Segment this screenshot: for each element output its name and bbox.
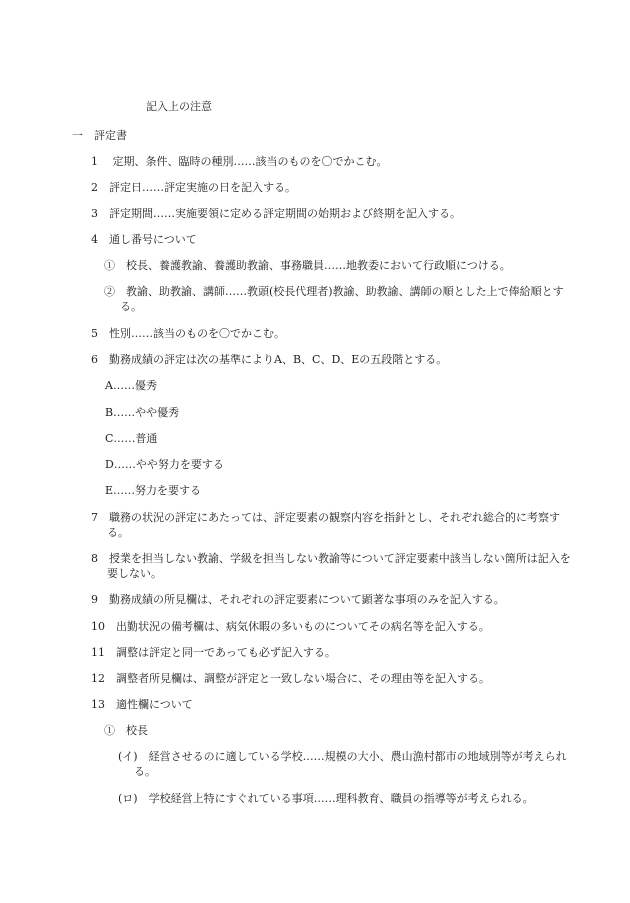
- sub-list-item: ② 教諭、助教諭、講師……教頭(校長代理者)教諭、助教諭、講師の順とした上で俸給順とする。: [104, 285, 564, 313]
- grade-e: E……努力を要する: [105, 484, 202, 497]
- list-item: 1 定期、条件、臨時の種別……該当のものを〇でかこむ。: [91, 155, 388, 168]
- list-item: 13 適性欄について: [91, 698, 193, 711]
- list-item: 7 職務の状況の評定にあたっては、評定要素の観察内容を指針とし、それぞれ総合的に考察する。: [91, 511, 560, 539]
- list-item: 2 評定日……評定実施の日を記入する。: [91, 181, 296, 194]
- grade-c: C……普通: [105, 432, 158, 445]
- list-item: 9 勤務成績の所見欄は、それぞれの評定要素について顕著な事項のみを記入する。: [91, 593, 505, 606]
- sub-sub-list-item: (ロ) 学校経営上特にすぐれている事項……理科教育、職員の指導等が考えられる。: [118, 792, 534, 805]
- page-title: 記入上の注意: [146, 100, 212, 113]
- sub-sub-list-item: (イ) 経営させるのに適している学校……規模の大小、農山漁村都市の地域別等が考えられる。: [118, 750, 567, 778]
- list-item: 5 性別……該当のものを〇でかこむ。: [91, 327, 285, 340]
- section-heading: 一 評定書: [72, 129, 127, 142]
- list-item: 10 出勤状況の備考欄は、病気休暇の多いものについてその病名等を記入する。: [91, 620, 490, 633]
- list-item: 3 評定期間……実施要領に定める評定期間の始期および終期を記入する。: [91, 207, 461, 220]
- sub-list-item: ① 校長: [104, 724, 148, 737]
- list-item: 12 調整者所見欄は、調整が評定と一致しない場合に、その理由等を記入する。: [91, 672, 490, 685]
- sub-list-item: ① 校長、養護教諭、養護助教諭、事務職員……地教委において行政順につける。: [104, 259, 511, 272]
- list-item: 4 通し番号について: [91, 233, 197, 246]
- list-item: 8 授業を担当しない教諭、学級を担当しない教諭等について評定要素中該当しない箇所は記入を要しない。: [91, 552, 571, 580]
- grade-b: B……やや優秀: [105, 406, 180, 419]
- grade-a: A……優秀: [105, 379, 157, 392]
- list-item: 6 勤務成績の評定は次の基準によりA、B、C、D、Eの五段階とする。: [91, 353, 448, 366]
- grade-d: D……やや努力を要する: [105, 458, 224, 471]
- list-item: 11 調整は評定と同一であっても必ず記入する。: [91, 646, 336, 659]
